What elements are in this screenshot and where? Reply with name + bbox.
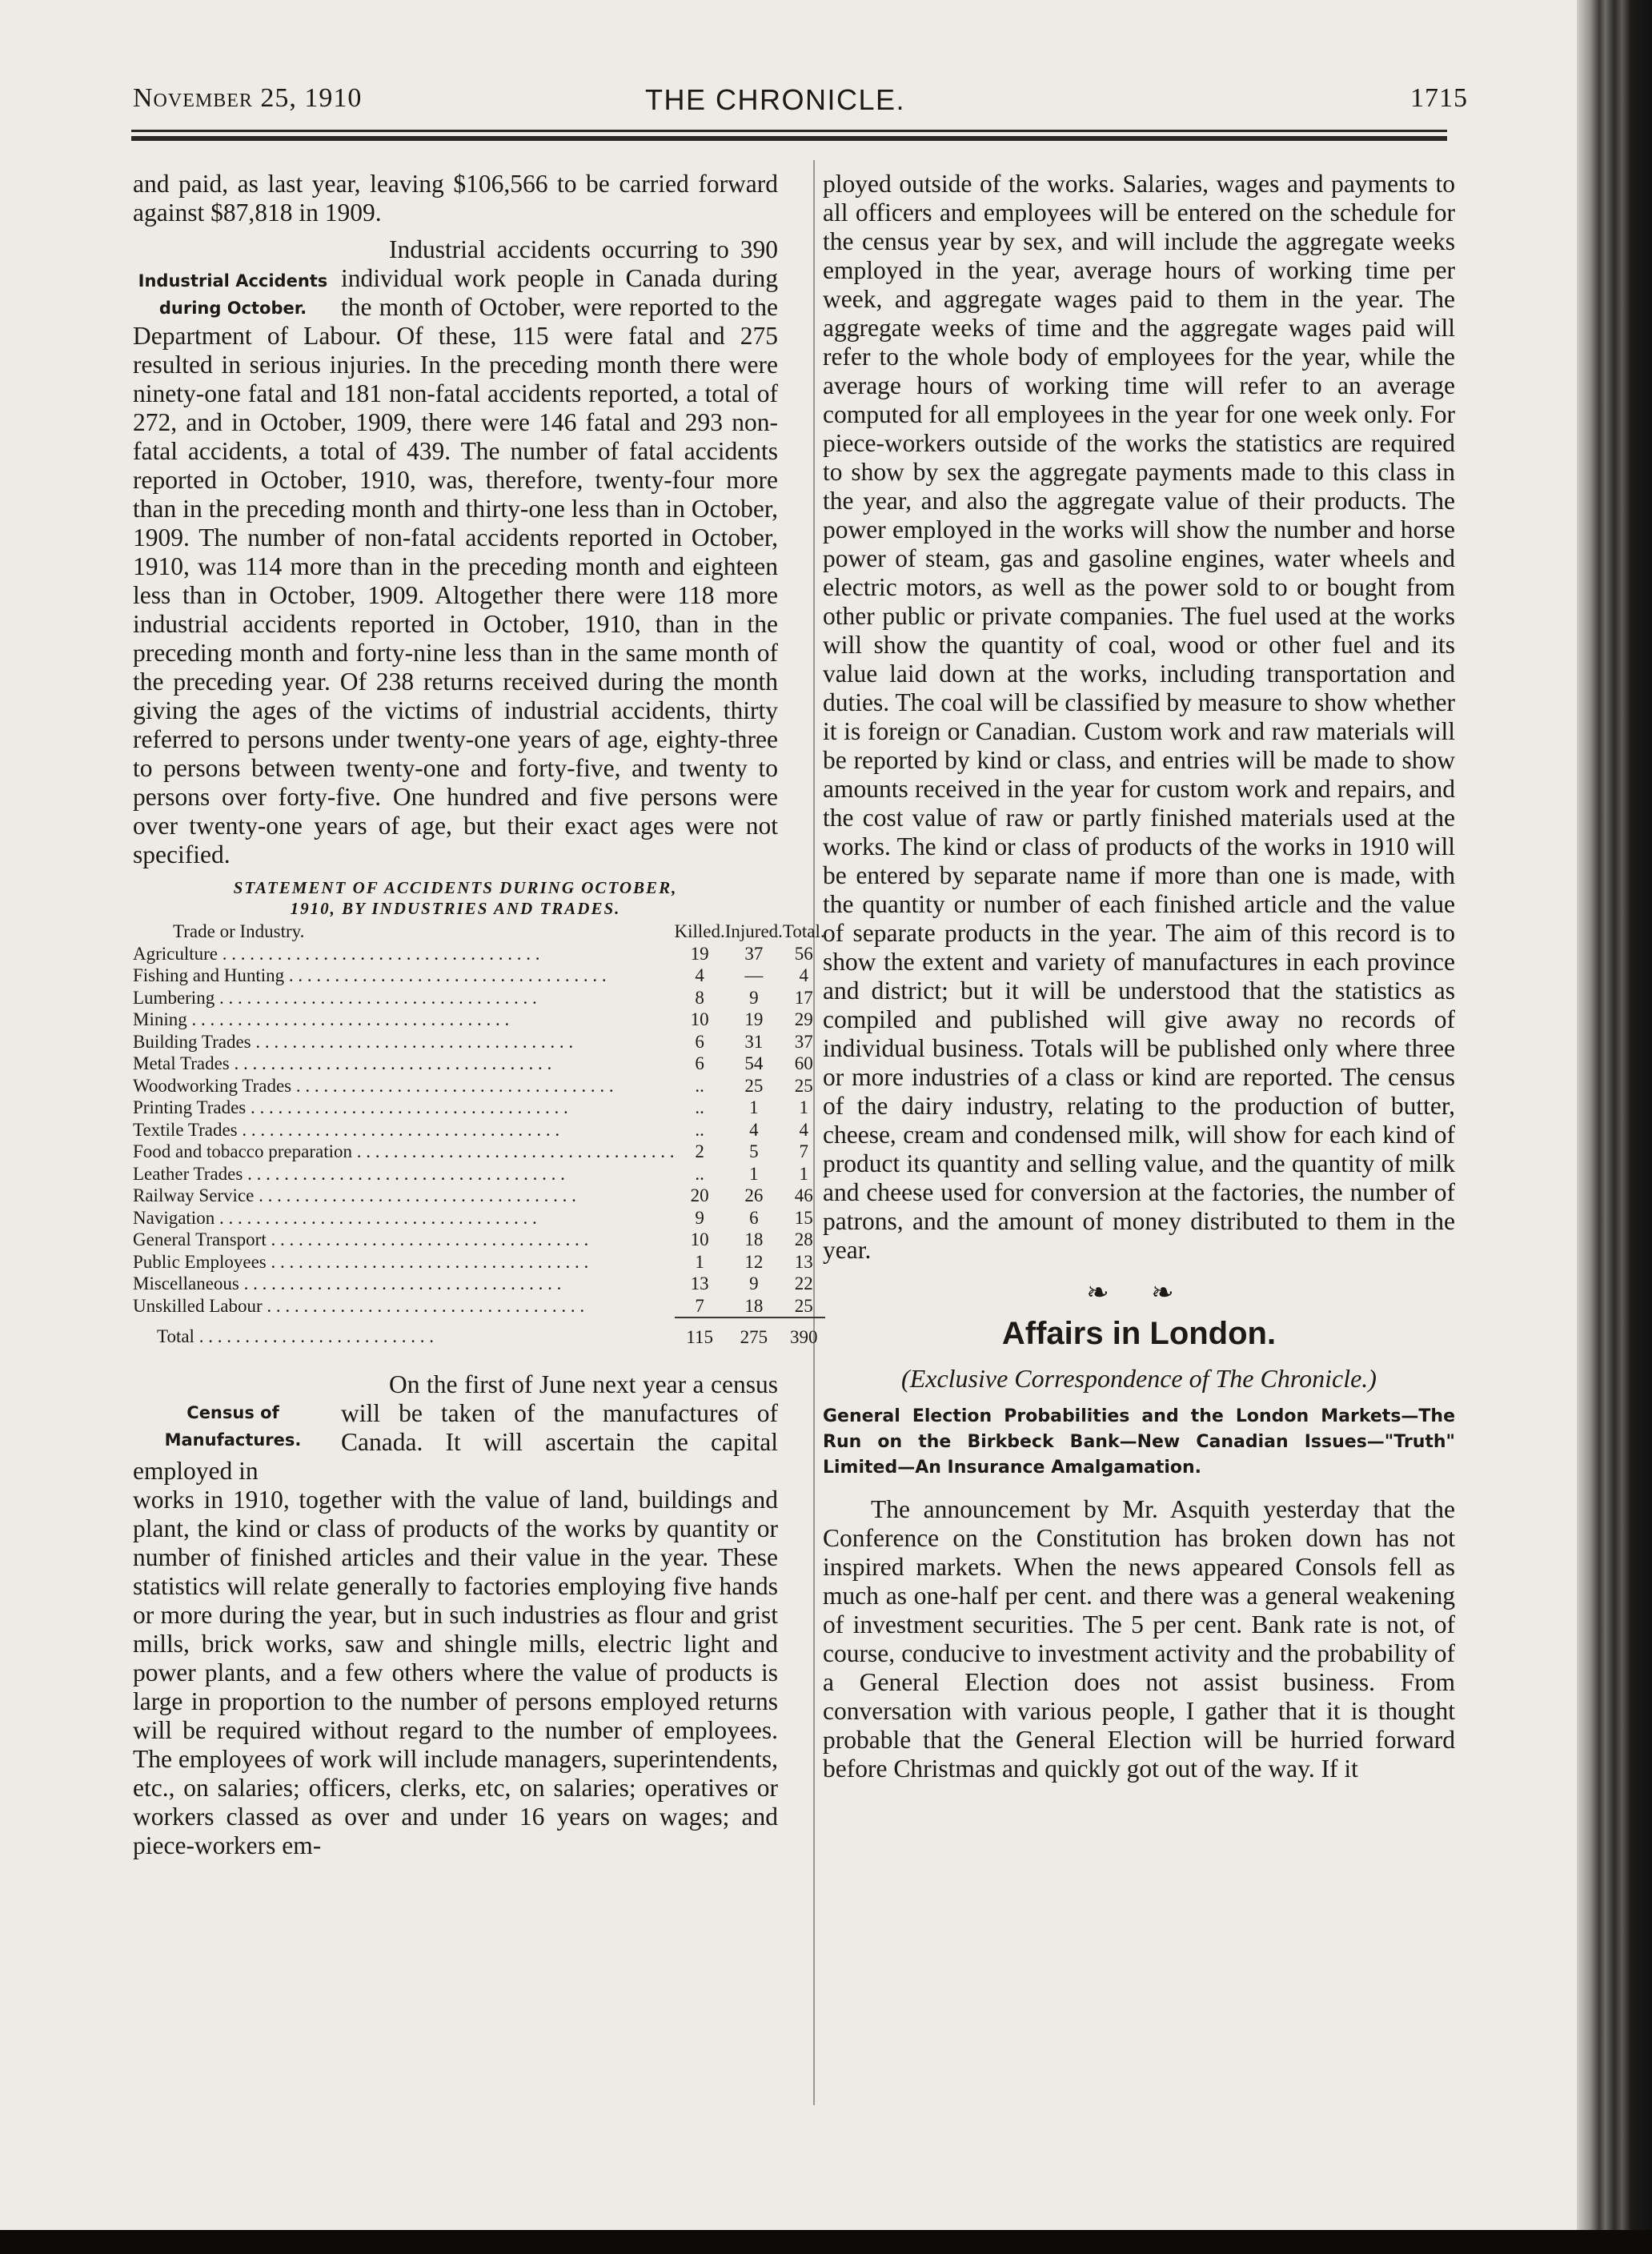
section-ornament: ❧ ❧ (1086, 1278, 1192, 1308)
cell-killed: 2 (695, 1141, 704, 1161)
table-row: Fishing and Hunting . . . . . . . . . . . . . . . . . . . . . . . . . . . . . . . . . . . 4 — 4 (133, 965, 825, 987)
cell-killed: 7 (695, 1295, 704, 1316)
cell-total: 37 (794, 1031, 813, 1052)
table-row: Printing Trades . . . . . . . . . . . . . . . . . . . . . . . . . . . . . . . . . . . .. 1 1 (133, 1097, 825, 1119)
cell-total: 15 (794, 1207, 813, 1228)
industrial-accidents-body: Industrial accidents occurring to 390 individual work people in Canada during the month of October, were reported to the Department of Labour. Of these, 115 were fatal and 275 resulted in serious injuries. In the preceding month there were ninety-one fatal and 181 non-fatal accidents reported, a total of 272, and in October, 1909, there were 146 fatal and 293 non-fatal accidents, a total of 439. The number of fatal accidents reported in October, 1910, was, therefore, twenty-four more than in the preceding month and thirty-one less than in October, 1909. The number of non-fatal accidents reported in October, 1910, was 114 more than in the preceding month and eighteen less than in October, 1909. Altogether there were 118 more industrial accidents reported in October, 1910, than in the preceding month and forty-nine less than in the same month of the preceding year. Of 238 returns received during the month giving the ages of the victims of industrial accidents, thirty referred to persons under twenty-one years of age, eighty-three to persons between twenty-one and forty-five, and twenty to persons over forty-five. One hundred and five persons were over twenty-one years of age, but their exact ages were not specified. (133, 235, 778, 868)
cell-killed: 6 (695, 1031, 704, 1052)
census-body-top: On the first of June next year a census will be taken of the manufactures of Canada. It will ascertain the capital employed in (133, 1370, 778, 1485)
trade-name: Woodworking Trades (133, 1075, 292, 1096)
trade-name: General Transport (133, 1229, 267, 1249)
cell-injured: 26 (744, 1185, 764, 1205)
table-row: Agriculture . . . . . . . . . . . . . . . . . . . . . . . . . . . . . . . . . . . 19 37 56 (133, 943, 825, 965)
cell-injured: 12 (744, 1251, 764, 1272)
table-total-row: Total . . . . . . . . . . . . . . . . . . . . . . . . . . 115 275 390 (133, 1318, 825, 1356)
trade-name: Textile Trades (133, 1119, 238, 1140)
cell-killed: 6 (695, 1053, 704, 1073)
trade-name: Fishing and Hunting (133, 965, 285, 985)
total-injured: 275 (725, 1318, 783, 1356)
cell-injured: 54 (744, 1053, 764, 1073)
cell-killed: 9 (695, 1207, 704, 1228)
cell-injured: 9 (749, 987, 759, 1008)
cell-killed: .. (695, 1075, 704, 1096)
cell-total: 56 (794, 943, 813, 964)
cell-total: 28 (794, 1229, 813, 1249)
table-row: Railway Service . . . . . . . . . . . . . . . . . . . . . . . . . . . . . . . . . . . 20 26 46 (133, 1185, 825, 1207)
table-row: Lumbering . . . . . . . . . . . . . . . . . . . . . . . . . . . . . . . . . . . 8 9 17 (133, 987, 825, 1009)
trade-name: Agriculture (133, 943, 219, 964)
cell-injured: 5 (749, 1141, 759, 1161)
cell-injured: 19 (744, 1009, 764, 1029)
cell-total: 4 (799, 965, 809, 985)
page-edge-shadow (1577, 0, 1652, 2254)
cell-total: 29 (794, 1009, 813, 1029)
trade-name: Unskilled Labour (133, 1296, 263, 1316)
header-rule-thick (131, 136, 1447, 141)
article-body: The announcement by Mr. Asquith yesterday that the Conference on the Constitution has broken down has not inspired markets. When the news appeared Consols fell as much as one-half per cent. and there was a general weakening of investment securities. The 5 per cent. Bank rate is not, of course, conducive to investment activity and the probability of a General Election does not assist business. From conversation with various people, I gather that it is thought probable that the General Election will be hurried forward before Christmas and quickly got out of the way. If it (823, 1495, 1455, 1783)
cell-killed: 10 (690, 1009, 709, 1029)
total-killed: 115 (675, 1318, 725, 1356)
cell-injured: 37 (744, 943, 764, 964)
table-row: Public Employees . . . . . . . . . . . . . . . . . . . . . . . . . . . . . . . . . . . 1 12 13 (133, 1251, 825, 1273)
left-column (133, 170, 825, 1860)
cell-killed: 8 (695, 987, 704, 1008)
trade-name: Lumbering (133, 987, 215, 1008)
cell-total: 1 (799, 1163, 809, 1184)
cell-total: 13 (794, 1251, 813, 1272)
total-label: Total (157, 1326, 194, 1347)
running-header-date: November 25, 1910 (133, 83, 363, 113)
table-row: Textile Trades . . . . . . . . . . . . . . . . . . . . . . . . . . . . . . . . . . . .. 4 4 (133, 1119, 825, 1141)
article-deck: General Election Probabilities and the London Markets—The Run on the Birkbeck Bank—New Canadian Issues—"Truth" Limited—An Insurance Amalgamation. (823, 1406, 1455, 1478)
cell-injured: — (744, 965, 764, 985)
trade-name: Miscellaneous (133, 1273, 239, 1293)
header-total: Total. (782, 921, 825, 941)
cell-injured: 31 (744, 1031, 764, 1052)
header-rule-thin (131, 130, 1447, 132)
cell-total: 1 (799, 1097, 809, 1117)
article-title: Affairs in London. (1001, 1316, 1277, 1351)
table-row: Building Trades . . . . . . . . . . . . . . . . . . . . . . . . . . . . . . . . . . . 6 31 37 (133, 1031, 825, 1053)
statement-title-line-2: 1910, BY INDUSTRIES AND TRADES. (290, 899, 621, 918)
census-continued-body: ployed outside of the works. Salaries, wages and payments to all officers and employees will be entered on the schedule for the census year by sex, and will include the aggregate weeks employed in the year, average hours of working time per week, and aggregate wages paid to them in the year. The aggregate weeks of time and the aggregate wages paid will refer to the whole body of employees for the year, while the average hours of working time will refer to an average computed for all employees in the year for one week only. For piece-workers outside of the works the statistics are required to show by sex the aggregate payments made to this class in the year, and also the aggregate value of their products. The power employed in the works will show the number and horse power of steam, gas and gasoline engines, water wheels and electric motors, as well as the power sold to or bought from other public or private companies. The fuel used at the works will show the quantity of coal, wood or other fuel and its value laid down at the works, including transportation and duties. The coal will be classified by measure to show whether it is foreign or Canadian. Custom work and raw materials will be reported by kind or class, and entries will be made to show amounts received in the year for custom work and repairs, and the cost value of raw or partly finished materials used at the works. The kind or class of products of the works in 1910 will be entered by separate name if more than one is made, with the quantity or number of each finished article and the value of separate products in the year. The aim of this record is to show the extent and variety of manufactures in each province and district; but it will be understood that the statistics as compiled and published will give away no records of individual business. Totals will be published only where three or more industries of a class or kind are reported. The census of the dairy industry, relating to the production of butter, cheese, cream and condensed milk, will show for each kind of product its quantity and selling value, and the quantity of milk and cheese used for conversion at the factories, the number of patrons, and the amount of money distributed to them in the year. (823, 170, 1455, 1264)
cell-injured: 9 (749, 1273, 759, 1293)
table-row: Mining . . . . . . . . . . . . . . . . . . . . . . . . . . . . . . . . . . . 10 19 29 (133, 1009, 825, 1031)
statement-title (133, 877, 778, 919)
cell-killed: 19 (690, 943, 709, 964)
cell-injured: 1 (749, 1097, 759, 1117)
scan-border (0, 2230, 1652, 2254)
table-row: Woodworking Trades . . . . . . . . . . . . . . . . . . . . . . . . . . . . . . . . . . . .. 25 25 (133, 1075, 825, 1097)
accidents-table (133, 920, 825, 1356)
cell-total: 22 (794, 1273, 813, 1293)
trade-name: Leather Trades (133, 1163, 243, 1184)
trade-name: Metal Trades (133, 1053, 230, 1073)
total-total: 390 (783, 1318, 825, 1356)
cell-killed: 20 (690, 1185, 709, 1205)
cell-killed: .. (695, 1119, 704, 1140)
table-row: Metal Trades . . . . . . . . . . . . . . . . . . . . . . . . . . . . . . . . . . . 6 54 60 (133, 1053, 825, 1075)
cell-killed: 1 (695, 1251, 704, 1272)
header-killed: Killed. (674, 921, 725, 941)
cell-total: 17 (794, 987, 813, 1008)
cell-killed: .. (695, 1097, 704, 1117)
cell-killed: 13 (690, 1273, 709, 1293)
table-row: Leather Trades . . . . . . . . . . . . . . . . . . . . . . . . . . . . . . . . . . . .. 1 1 (133, 1163, 825, 1185)
cell-total: 25 (794, 1295, 813, 1316)
accidents-table-body (133, 943, 825, 1318)
trade-name: Navigation (133, 1207, 215, 1228)
cell-injured: 6 (749, 1207, 759, 1228)
trade-name: Mining (133, 1009, 187, 1029)
industrial-accidents-section (133, 235, 778, 869)
header-trade: Trade or Industry. (173, 921, 305, 941)
cell-killed: 10 (690, 1229, 709, 1249)
table-row: Navigation . . . . . . . . . . . . . . . . . . . . . . . . . . . . . . . . . . . 9 6 15 (133, 1207, 825, 1229)
trade-name: Public Employees (133, 1251, 267, 1272)
cell-killed: 4 (695, 965, 704, 985)
census-section (133, 1370, 778, 1486)
cell-total: 25 (794, 1075, 813, 1096)
running-header-title: THE CHRONICLE. (645, 83, 906, 116)
cell-injured: 1 (749, 1163, 759, 1184)
cell-injured: 4 (749, 1119, 759, 1140)
header-injured: Injured. (724, 921, 783, 941)
census-body: works in 1910, together with the value of land, buildings and plant, the kind or class of products of the works by quantity or number of finished articles and their value in the year. These statistics will relate generally to factories employing five hands or more during the year, but in such industries as flour and grist mills, brick works, saw and shingle mills, electric light and power plants, and a few others where the value of products is large in proportion to the number of persons employed returns will be required without regard to the number of employees. The employees of work will include managers, superintendents, etc., on salaries; officers, clerks, etc, on salaries; operatives or workers classed as over and under 16 years on wages; and piece-workers em- (133, 1486, 778, 1859)
table-row: Unskilled Labour . . . . . . . . . . . . . . . . . . . . . . . . . . . . . . . . . . . 7 18 25 (133, 1295, 825, 1318)
cell-injured: 18 (744, 1295, 764, 1316)
cell-total: 46 (794, 1185, 813, 1205)
table-row: General Transport . . . . . . . . . . . . . . . . . . . . . . . . . . . . . . . . . . . 10 18 28 (133, 1229, 825, 1251)
table-header-row (133, 920, 825, 943)
side-heading-industrial-accidents: Industrial Accidents during October. (138, 271, 328, 318)
table-row: Miscellaneous . . . . . . . . . . . . . . . . . . . . . . . . . . . . . . . . . . . 13 9 22 (133, 1273, 825, 1295)
cell-killed: .. (695, 1163, 704, 1184)
cell-injured: 25 (744, 1075, 764, 1096)
cell-total: 4 (799, 1119, 809, 1140)
article-subtitle: (Exclusive Correspondence of The Chronicle.) (901, 1364, 1377, 1393)
cell-injured: 18 (744, 1229, 764, 1249)
trade-name: Food and tobacco preparation (133, 1141, 352, 1161)
table-row: Food and tobacco preparation . . . . . . . . . . . . . . . . . . . . . . . . . . . . . . . . . . . 2 5 7 (133, 1141, 825, 1163)
cell-total: 60 (794, 1053, 813, 1073)
page-number: 1715 (1410, 83, 1468, 113)
statement-title-line-1: STATEMENT OF ACCIDENTS DURING OCTOBER, (233, 878, 678, 897)
continued-paragraph: and paid, as last year, leaving $106,566 to be carried forward against $87,818 in 1909. (133, 170, 778, 227)
side-heading-census: Census of Manufactures. (164, 1403, 302, 1450)
cell-total: 7 (799, 1141, 809, 1161)
right-column (823, 170, 1455, 1783)
trade-name: Building Trades (133, 1031, 251, 1052)
trade-name: Printing Trades (133, 1097, 247, 1117)
trade-name: Railway Service (133, 1185, 255, 1205)
